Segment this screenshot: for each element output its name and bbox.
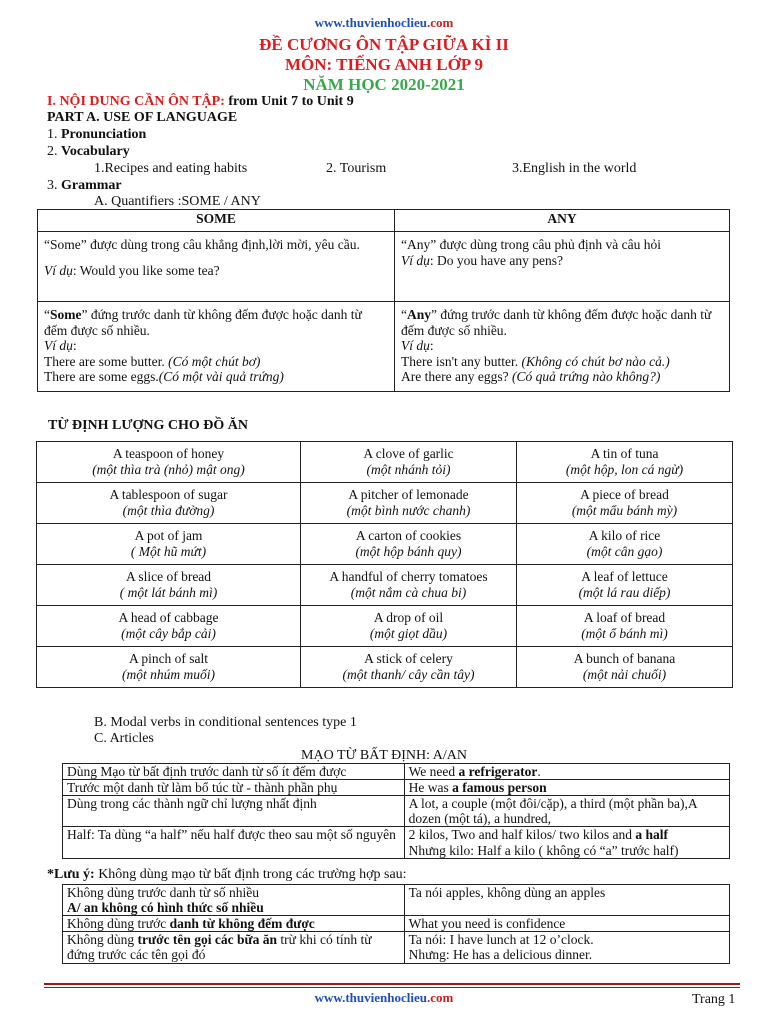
any-usage-cell bbox=[395, 232, 730, 302]
vocab-topic-1: 1.Recipes and eating habits bbox=[94, 161, 248, 176]
quantity-phrase: A leaf of lettuce bbox=[581, 569, 668, 585]
example-text: : Do you have any pens? bbox=[429, 252, 563, 268]
example-cell: Ta nói apples, không dùng an apples bbox=[404, 885, 729, 916]
food-quantity-cell bbox=[517, 524, 733, 565]
rule-emphasis: trước tên gọi các bữa ăn bbox=[137, 932, 278, 948]
example-text: : Would you like some tea? bbox=[72, 262, 220, 278]
example-heading bbox=[44, 338, 388, 354]
rule-cell: Half: Ta dùng “a half” nếu half được theo sau một số nguyên bbox=[63, 827, 405, 858]
example-text: 2 kilos, Two and half kilos/ two kilos and bbox=[408, 827, 636, 843]
page-number: Trang 1 bbox=[692, 992, 736, 1007]
website-name: www.thuvienhoclieu bbox=[314, 15, 427, 30]
rule-cell: Trước một danh từ làm bổ túc từ - thành phần phụ bbox=[63, 780, 405, 796]
indefinite-article-table bbox=[62, 763, 730, 859]
food-quantity-cell bbox=[301, 442, 517, 483]
food-quantity-cell bbox=[37, 524, 301, 565]
rule-text: Không dùng trước bbox=[67, 916, 170, 932]
any-usage-text: “Any” được dùng trong câu phủ định và câu hỏi bbox=[401, 237, 662, 252]
table-row bbox=[63, 796, 730, 827]
quantity-translation: (một cân gạo) bbox=[586, 544, 663, 559]
table-row bbox=[63, 764, 730, 780]
rule-cell bbox=[63, 885, 405, 916]
example-text: Ta nói: I have lunch at 12 o’clock. bbox=[408, 932, 594, 948]
quantity-phrase: A pinch of salt bbox=[128, 651, 209, 667]
example-keyword: a half bbox=[635, 827, 669, 843]
rule-text: trừ khi có tính từ đứng trước các tên gọi đó bbox=[67, 932, 372, 963]
article-exceptions-table bbox=[62, 884, 730, 964]
food-quantity-cell bbox=[517, 606, 733, 647]
table-row bbox=[37, 524, 733, 565]
food-quantity-cell bbox=[37, 483, 301, 524]
quantity-translation: (một nải chuối) bbox=[582, 667, 667, 682]
example-line bbox=[44, 354, 388, 370]
item-label: Grammar bbox=[61, 178, 122, 193]
example-cell bbox=[404, 764, 729, 780]
quantity-phrase: A stick of celery bbox=[364, 651, 453, 667]
example-text: He was bbox=[408, 780, 453, 796]
part-a-heading: PART A. USE OF LANGUAGE bbox=[47, 110, 238, 125]
example-keyword: a refrigerator bbox=[458, 764, 538, 779]
note-text: Không dùng mạo từ bất định trong các trường hợp sau: bbox=[94, 867, 407, 882]
example-text: Nhưng: He has a delicious dinner. bbox=[408, 947, 593, 963]
quantity-translation: (một cây bắp cải) bbox=[121, 626, 216, 641]
doc-subject: MÔN: TIẾNG ANH LỚP 9 bbox=[284, 55, 484, 74]
keyword: Any bbox=[407, 307, 432, 322]
some-noun-rule bbox=[44, 307, 388, 338]
some-example bbox=[44, 263, 388, 279]
example-label: Ví dụ bbox=[401, 252, 430, 268]
quantity-phrase: A loaf of bread bbox=[583, 610, 666, 626]
website-domain: .com bbox=[426, 990, 454, 1005]
any-noun-rule-cell bbox=[395, 302, 730, 392]
any-noun-rule bbox=[401, 307, 723, 338]
example-period: . bbox=[537, 764, 541, 779]
rule-cell: Dùng trong các thành ngữ chỉ lượng nhất định bbox=[63, 796, 405, 827]
example-label: Ví dụ bbox=[44, 338, 73, 354]
quote-mark: “ bbox=[44, 307, 50, 322]
note-line bbox=[47, 867, 407, 883]
example-vi: (Có một vài quả trứng) bbox=[158, 369, 284, 385]
food-quantity-cell bbox=[301, 647, 517, 688]
some-usage-cell bbox=[38, 232, 395, 302]
table-row bbox=[37, 606, 733, 647]
food-quantity-cell bbox=[301, 606, 517, 647]
item-pronunciation bbox=[47, 127, 146, 143]
quantity-translation: (một thanh/ cây cần tây) bbox=[342, 667, 475, 682]
note-label: *Lưu ý: bbox=[47, 867, 95, 882]
some-any-table bbox=[37, 209, 730, 392]
section-range: from Unit 7 to Unit 9 bbox=[224, 94, 354, 109]
quantity-translation: (một ổ bánh mì) bbox=[581, 626, 668, 641]
quantity-phrase: A slice of bread bbox=[125, 569, 212, 585]
quantity-translation: (một mẩu bánh mỳ) bbox=[571, 503, 678, 518]
food-quantity-cell bbox=[301, 483, 517, 524]
rule-cell bbox=[63, 916, 405, 932]
food-quantity-cell bbox=[517, 647, 733, 688]
footer-website[interactable] bbox=[0, 991, 768, 1006]
footer-divider bbox=[44, 983, 740, 985]
table-row bbox=[63, 827, 730, 858]
example-line bbox=[44, 369, 388, 385]
quantity-translation: (một giọt dầu) bbox=[369, 626, 448, 641]
example-heading bbox=[401, 338, 723, 354]
item-grammar bbox=[47, 178, 122, 194]
rule-text: Không dùng bbox=[67, 932, 138, 948]
example-text: We need bbox=[408, 764, 459, 779]
quantity-translation: (một nhánh tỏi) bbox=[366, 462, 451, 477]
example-cell bbox=[404, 780, 729, 796]
section-label: I. NỘI DUNG CẦN ÔN TẬP: bbox=[47, 94, 225, 109]
header-website[interactable] bbox=[0, 16, 768, 31]
food-quantity-cell bbox=[517, 483, 733, 524]
colon: : bbox=[72, 338, 77, 354]
some-noun-rule-cell bbox=[38, 302, 395, 392]
example-line bbox=[401, 369, 723, 385]
example-vi: (Không có chút bơ nào cả.) bbox=[521, 353, 670, 369]
example-keyword: a famous person bbox=[452, 780, 547, 796]
food-quantity-cell bbox=[37, 442, 301, 483]
example-en: There isn't any butter. bbox=[401, 353, 522, 369]
example-cell bbox=[404, 827, 729, 858]
quantity-translation: ( một lát bánh mì) bbox=[119, 585, 218, 600]
food-quantity-cell bbox=[301, 565, 517, 606]
example-label: Ví dụ bbox=[401, 338, 430, 354]
quantity-phrase: A carton of cookies bbox=[355, 528, 462, 544]
rule-cell: Dùng Mạo từ bất định trước danh từ số ít đếm được bbox=[63, 764, 405, 780]
item-label: Pronunciation bbox=[61, 127, 147, 142]
some-usage-text: “Some” được dùng trong câu khẳng định,lời mời, yêu cầu. bbox=[44, 237, 360, 252]
food-quantity-cell bbox=[37, 565, 301, 606]
example-line bbox=[401, 354, 723, 370]
articles-heading: C. Articles bbox=[94, 731, 154, 746]
quantity-translation: (một nhúm muối) bbox=[122, 667, 215, 682]
quantity-phrase: A piece of bread bbox=[580, 487, 669, 503]
doc-title: ĐỀ CƯƠNG ÔN TẬP GIỮA KÌ II bbox=[259, 35, 509, 54]
colon: : bbox=[429, 338, 434, 354]
website-domain: .com bbox=[426, 15, 454, 30]
rule-text: ” đứng trước danh từ không đếm được hoặc danh từ đếm được số nhiều. bbox=[44, 307, 362, 338]
quantity-translation: (một thìa đường) bbox=[122, 503, 215, 518]
table-row bbox=[37, 483, 733, 524]
quantity-phrase: A teaspoon of honey bbox=[112, 446, 225, 462]
doc-school-year: NĂM HỌC 2020-2021 bbox=[303, 75, 465, 94]
keyword: Some bbox=[50, 307, 82, 322]
quantifiers-heading: A. Quantifiers :SOME / ANY bbox=[94, 194, 261, 209]
example-en: Are there any eggs? bbox=[401, 369, 512, 385]
rule-text: ” đứng trước danh từ không đếm được hoặc danh từ đếm được số nhiều. bbox=[401, 307, 712, 338]
quote-mark: “ bbox=[401, 307, 407, 322]
modal-verbs-heading: B. Modal verbs in conditional sentences type 1 bbox=[94, 715, 357, 730]
example-label: Ví dụ bbox=[44, 262, 73, 278]
table-row bbox=[37, 647, 733, 688]
quantity-phrase: A pitcher of lemonade bbox=[348, 487, 469, 503]
quantity-phrase: A handful of cherry tomatoes bbox=[329, 569, 488, 585]
food-quantity-cell bbox=[517, 442, 733, 483]
example-cell: A lot, a couple (một đôi/cặp), a third (một phần ba),A dozen (một tá), a hundred, bbox=[404, 796, 729, 827]
quantity-phrase: A drop of oil bbox=[373, 610, 444, 626]
example-note: Nhưng kilo: Half a kilo ( không có “a” trước half) bbox=[408, 842, 679, 858]
table-row bbox=[63, 932, 730, 963]
vocab-topic-3: 3.English in the world bbox=[512, 161, 637, 176]
food-quantity-table bbox=[36, 441, 733, 688]
rule-emphasis: danh từ không đếm được bbox=[169, 916, 315, 932]
table-row bbox=[37, 565, 733, 606]
table-row bbox=[63, 885, 730, 916]
example-vi: (Có quả trứng nào không?) bbox=[511, 369, 661, 385]
example-cell: What you need is confidence bbox=[404, 916, 729, 932]
some-column-header: SOME bbox=[38, 210, 395, 232]
any-example bbox=[401, 253, 723, 269]
item-vocabulary bbox=[47, 144, 130, 160]
rule-text: Không dùng trước danh từ số nhiều bbox=[67, 885, 259, 900]
item-number: 1. bbox=[47, 127, 61, 142]
example-en: There are some eggs. bbox=[44, 369, 159, 385]
example-en: There are some butter. bbox=[44, 353, 169, 369]
example-vi: (Có một chút bơ) bbox=[168, 353, 261, 369]
footer-divider-thin bbox=[44, 987, 740, 988]
item-number: 2. bbox=[47, 144, 61, 159]
quantity-phrase: A clove of garlic bbox=[363, 446, 454, 462]
quantity-translation: (một hộp bánh quy) bbox=[355, 544, 462, 559]
food-quantity-cell bbox=[37, 606, 301, 647]
rule-cell bbox=[63, 932, 405, 963]
item-number: 3. bbox=[47, 178, 61, 193]
quantity-phrase: A bunch of banana bbox=[573, 651, 676, 667]
example-cell bbox=[404, 932, 729, 963]
quantity-phrase: A tablespoon of sugar bbox=[109, 487, 228, 503]
section-heading bbox=[47, 94, 354, 110]
food-quantity-cell bbox=[301, 524, 517, 565]
quantity-translation: (một bình nước chanh) bbox=[346, 503, 471, 518]
quantity-translation: (một hộp, lon cá ngừ) bbox=[565, 462, 684, 477]
food-quantity-cell bbox=[517, 565, 733, 606]
website-name: www.thuvienhoclieu bbox=[314, 990, 427, 1005]
food-quantity-cell bbox=[37, 647, 301, 688]
table-row bbox=[37, 442, 733, 483]
quantity-translation: (một thìa trà (nhỏ) mật ong) bbox=[92, 462, 245, 477]
indefinite-article-title: MẠO TỪ BẤT ĐỊNH: A/AN bbox=[301, 748, 467, 763]
table-row bbox=[63, 780, 730, 796]
table-row bbox=[63, 916, 730, 932]
quantity-translation: ( Một hũ mứt) bbox=[130, 544, 207, 559]
vocab-topic-2: 2. Tourism bbox=[326, 161, 387, 176]
quantity-phrase: A head of cabbage bbox=[118, 610, 219, 626]
food-quantity-title: TỪ ĐỊNH LƯỢNG CHO ĐỒ ĂN bbox=[48, 418, 249, 433]
quantity-phrase: A tin of tuna bbox=[590, 446, 659, 462]
item-label: Vocabulary bbox=[61, 144, 130, 159]
rule-emphasis: A/ an không có hình thức số nhiều bbox=[67, 900, 264, 916]
quantity-phrase: A kilo of rice bbox=[588, 528, 661, 544]
quantity-translation: (một lá rau diếp) bbox=[578, 585, 671, 600]
quantity-phrase: A pot of jam bbox=[134, 528, 203, 544]
any-column-header: ANY bbox=[395, 210, 730, 232]
quantity-translation: (một nắm cà chua bi) bbox=[350, 585, 467, 600]
